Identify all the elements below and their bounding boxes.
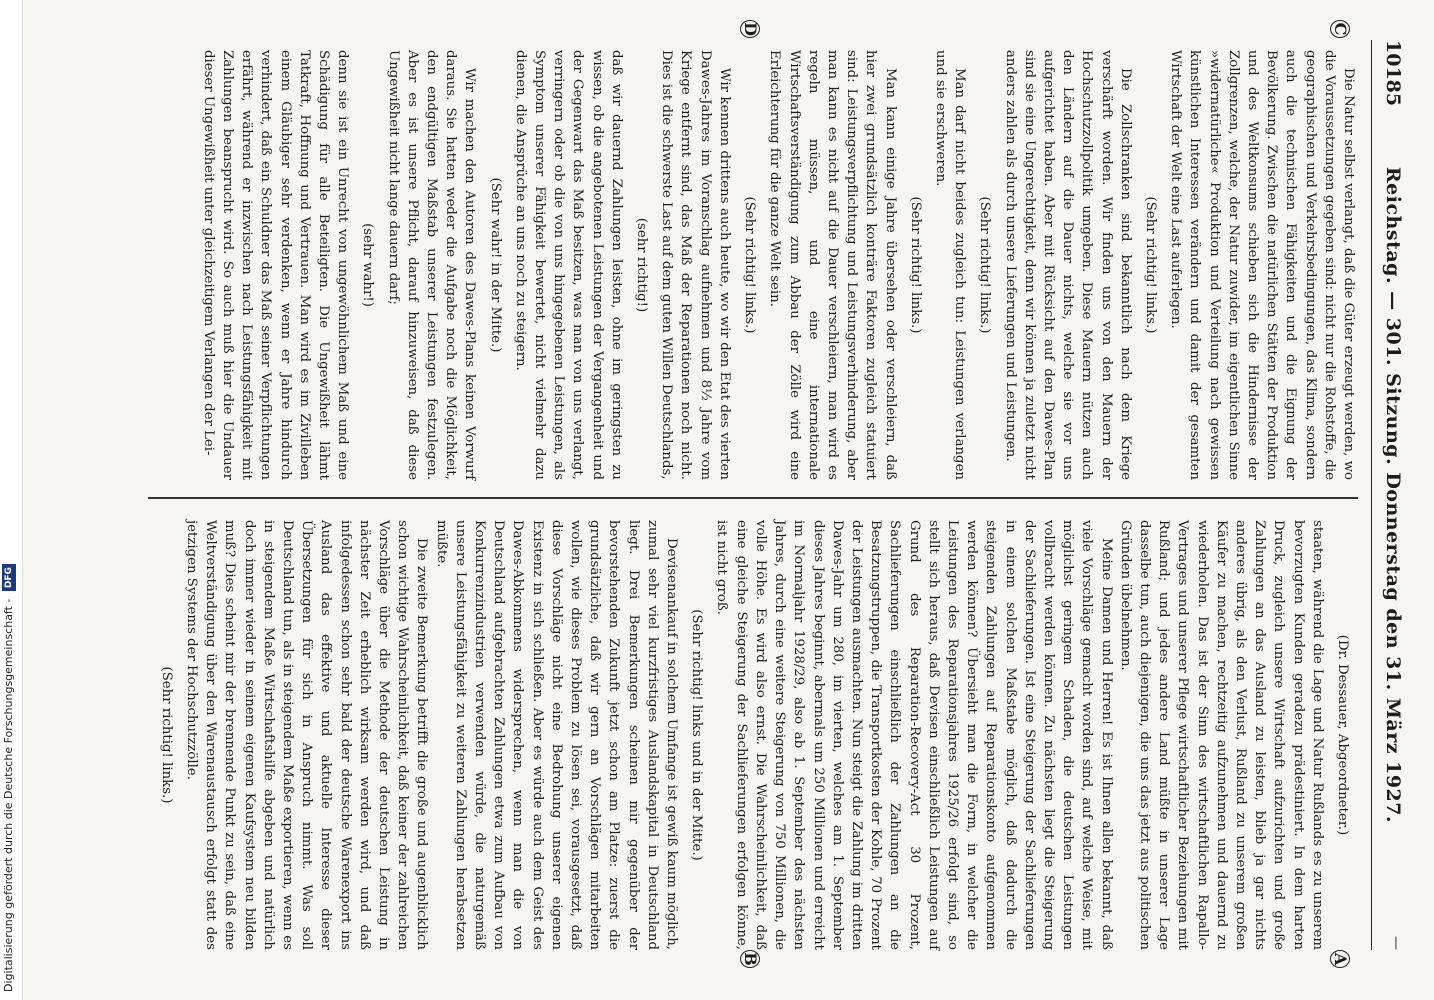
left-column	[108, 50, 1358, 480]
paragraph: Die Zollschranken sind bekanntlich nach dem Kriege verschärft worden. Wir finden uns von den Mauern der Hochschutzzollpolitik umgeben. Diese Mauern nützen auch den Ländern auf die Dauer nichts, welche sie vor uns aufgerichtet haben. Aber mit Rücksicht auf den Dawes-Plan sind sie eine Ungerechtigkeit, denn wir können ja zuletzt nicht anders zahlen als durch unsere Lieferungen und Leistungen.	[1002, 50, 1133, 480]
paragraph: Wir kennen drittens auch heute, wo wir den Etat des vierten Dawes-Jahres im Voranschlag aufnehmen und 8½ Jahre vom Kriege entfernt sind, das Maß der Reparationen noch nicht. Dies ist die schwerste Last auf dem guten Willen Deutschlands,	[659, 50, 732, 480]
paragraph: staaten, während die Lage und Natur Rußlands es zu unserem bevorzugten Kunden geradezu prädestiniert. In dem harten Druck, zugleich unsere Wirtschaft aufzurichten und große Zahlungen an das Ausland zu leisten, blieb ja gar nichts anderes übrig, als den Verlust, Rußland zu unserem großen Käufer zu machen, rechtzeitig aufzunehmen und dauernd zu wiederholen. Das ist der Sinn des wirtschaftlichen Rapallo-Vertrages und unserer Pflege wirtschaftlicher Beziehungen mit Rußland; und jedes andere Land müßte in unserer Lage dasselbe tun, auch diejenigen, die uns das jetzt aus politischen Gründen übelnehmen.	[1117, 520, 1325, 950]
dfg-logo: DFG	[2, 564, 16, 591]
footer-credit	[0, 2, 20, 992]
page-title: Reichstag. — 301. Sitzung. Donnerstag den 31. März 1927.	[1382, 166, 1404, 824]
paragraph: Wir machen den Autoren des Dawes-Plans keinen Vorwurf daraus. Sie hatten weder die Aufgabe noch die Möglichkeit, den endgültigen Maßstab unserer Leistungen festzulegen. Aber es ist unsere Pflicht, darauf hinzuweisen, daß diese Ungewißheit nicht lange dauern darf;	[385, 50, 478, 480]
paragraph: Man kann einige Jahre übersehen oder verschleiern, daß hier zwei grundsätzlich konträre Faktoren zugleich statuiert sind: Leistungsverpflichtung und Leistungsverhinderung, aber man kann es nicht auf die Dauer verschleiern, man wird es regeln müssen, und eine internationale Wirtschaftsverständigung zum Abbau der Zölle wird eine Erleichterung für die ganze Welt sein.	[767, 50, 898, 480]
remark: (Sehr richtig! links.)	[158, 666, 174, 804]
document-page	[70, 10, 1434, 970]
margin-marker-c: C	[1330, 20, 1350, 38]
margin-marker-a: A	[1330, 950, 1350, 968]
remark: (Sehr richtig! links und in der Mitte.)	[689, 609, 705, 861]
paragraph: Die zweite Bemerkung betrifft die große und augenblicklich schon wichtige Wahrscheinlichkeit, daß keiner der zahlreichen Vorschläge über die Methode der deutschen Leistung in nächster Zeit erheblich wirksam werden wird, und daß infolgedessen schon sehr bald der deutsche Warenexport ins Ausland das effektive und aktuelle Interesse dieser Übersetzungen für sich in Anspruch nimmt. Was soll Deutschland tun, als in steigendem Maße exportieren, wenn es in steigendem Maße Wirtschaftshilfe abgeben und natürlich doch immer wieder in seinem eigenen Kaufsystem neu bilden muß? Dies scheint mir der brennende Punkt zu sein, daß eine Weltverständigung über den Warenaustausch erfolgt statt des jetzigen Systems der Hochschutzzölle.	[184, 520, 430, 950]
header-mark: —	[1388, 936, 1404, 950]
margin-marker-b: B	[740, 950, 760, 968]
paragraph: Man darf nicht beides zugleich tun: Leistungen verlangen und sie erschweren.	[932, 50, 968, 480]
margin-marker-d: D	[740, 20, 760, 38]
right-column	[108, 520, 1358, 950]
page-header	[1371, 40, 1410, 950]
footer-strip	[0, 0, 23, 1000]
remark: (sehr richtig!)	[634, 217, 650, 313]
remark: (Sehr wahr! in der Mitte.)	[487, 177, 503, 353]
column-divider	[148, 497, 1358, 499]
paragraph: Die Natur selbst verlangt, daß die Güter erzeugt werden, wo die Voraussetzungen gegeben sind: nicht nur die Rohstoffe, die geographischen und Verkehrsbedingungen, das Klima, sondern auch die technischen Fähigkeiten und die Eignung der Bevölkerung. Zwischen die natürlichen Stätten der Produktion und des Weltkonsums schieben sich die Hindernisse der Zollgrenzen, welche, der Natur zuwider, im eigentlichen Sinne »widernatürliche« Produktion und Verteilung nach gewissen künstlichen Interessen verändern und damit der gesamten Wirtschaft der Welt eine Last auferlegen.	[1168, 50, 1356, 480]
paragraph: Devisenankauf in solchem Umfange ist gewiß kaum möglich, zumal sehr viel kurzfristiges Auslandskapital in Deutschland liegt. Drei Bemerkungen scheinen mir gegenüber der bevorstehenden Zukunft jetzt schon am Platze: zuerst die grundsätzliche, daß wir gern an Vorschlägen mitarbeiten wollen, wie dieses Problem zu lösen sei, vorausgesetzt, daß diese Vorschläge nicht eine Bedrohung unserer eigenen Existenz in sich schließen. Aber es würde auch dem Geist des Dawes-Abkommens widersprechen, wenn man die von Deutschland aufgebrachten Zahlungen etwa zum Aufbau von Konkurrenzindustrien verwenden würde, die naturgemäß unsere Leistungsfähigkeit zu weiteren Zahlungen herabsetzen müßte.	[433, 520, 680, 950]
remark: (sehr wahr!)	[360, 223, 376, 307]
remark: (Sehr richtig! links.)	[1142, 196, 1158, 334]
paragraph: denn sie ist ein Unrecht von ungewöhnlichem Maß und eine Schädigung für alle Beteiligten. Die Ungewißheit lähmt Tatkraft, Hoffnung und Vertrauen. Man wird es im Zivilleben einem Gläubiger sehr verdenken, wenn er Jahre hindurch verhindert, daß ein Schuldner das Maß seiner Verpflichtungen erfährt, während er inzwischen nach Leistungsfähigkeit mit Zahlungen beansprucht wird. So auch muß hier die Undauer dieser Ungewißheit unter gleichzeitigem Verlangen der Lei-	[200, 50, 351, 480]
paragraph: Meine Damen und Herren! Es ist Ihnen allen bekannt, daß viele Vorschläge gemacht worden sind, auf welche Weise, mit möglichst geringem Schaden, die deutschen Leistungen vollbracht werden können. Zu nächsten liegt die Steigerung der Sachlieferungen. Ist eine Steigerung der Sachlieferungen in einem solchen Maßstabe möglich, daß dadurch die steigenden Zahlungen auf Reparationskonto aufgenommen werden können? Übersieht man die Form, in welcher die Leistungen des Reparationsjahres 1925/26 erfolgt sind, so stellt sich heraus, daß Devisen einschließlich Leistungen auf Grund des Reparation-Recovery-Act 30 Prozent, Sachlieferungen einschließlich der Zahlungen an die Besatzungstruppen, die Transportkosten der Kohle, 70 Prozent der Leistungen ausmachten. Nun steigt die Zahlung im dritten Dawes-Jahr um 280, im vierten, welches am 1. September dieses Jahres beginnt, abermals um 250 Millionen und erreicht im Normaljahr 1928/29, also ab 1. September des nächsten Jahres, durch eine weitere Steigerung von 750 Millionen, die volle Höhe. Es wird also ernst. Die Wahrscheinlichkeit, daß eine gleiche Steigerung der Sachlieferungen erfolgen könne, ist nicht groß.	[714, 520, 1114, 950]
page-number: 10185	[1382, 40, 1404, 107]
remark: (Sehr richtig! links.)	[742, 196, 758, 334]
remark: (Sehr richtig! links.)	[907, 196, 923, 334]
footer-credit-text: Digitalisierung gefördert durch die Deutsche Forschungsgemeinschaft -	[2, 598, 15, 992]
speaker-line: (Dr. Dessauer, Abgeordneter.)	[1335, 634, 1350, 836]
paragraph: daß wir dauernd Zahlungen leisten, ohne im geringsten zu wissen, ob die angebotenen Leistungen der Vergangenheit und der Gegenwart das Maß besitzen, was man von uns verlangt, verringern oder ob die von uns hingegebenen Leistungen, als Symptom unserer Fähigkeit bewertet, nicht vielmehr dazu dienen, die Ansprüche an uns noch zu steigern.	[512, 50, 624, 480]
remark: (Sehr richtig! links.)	[977, 196, 993, 334]
